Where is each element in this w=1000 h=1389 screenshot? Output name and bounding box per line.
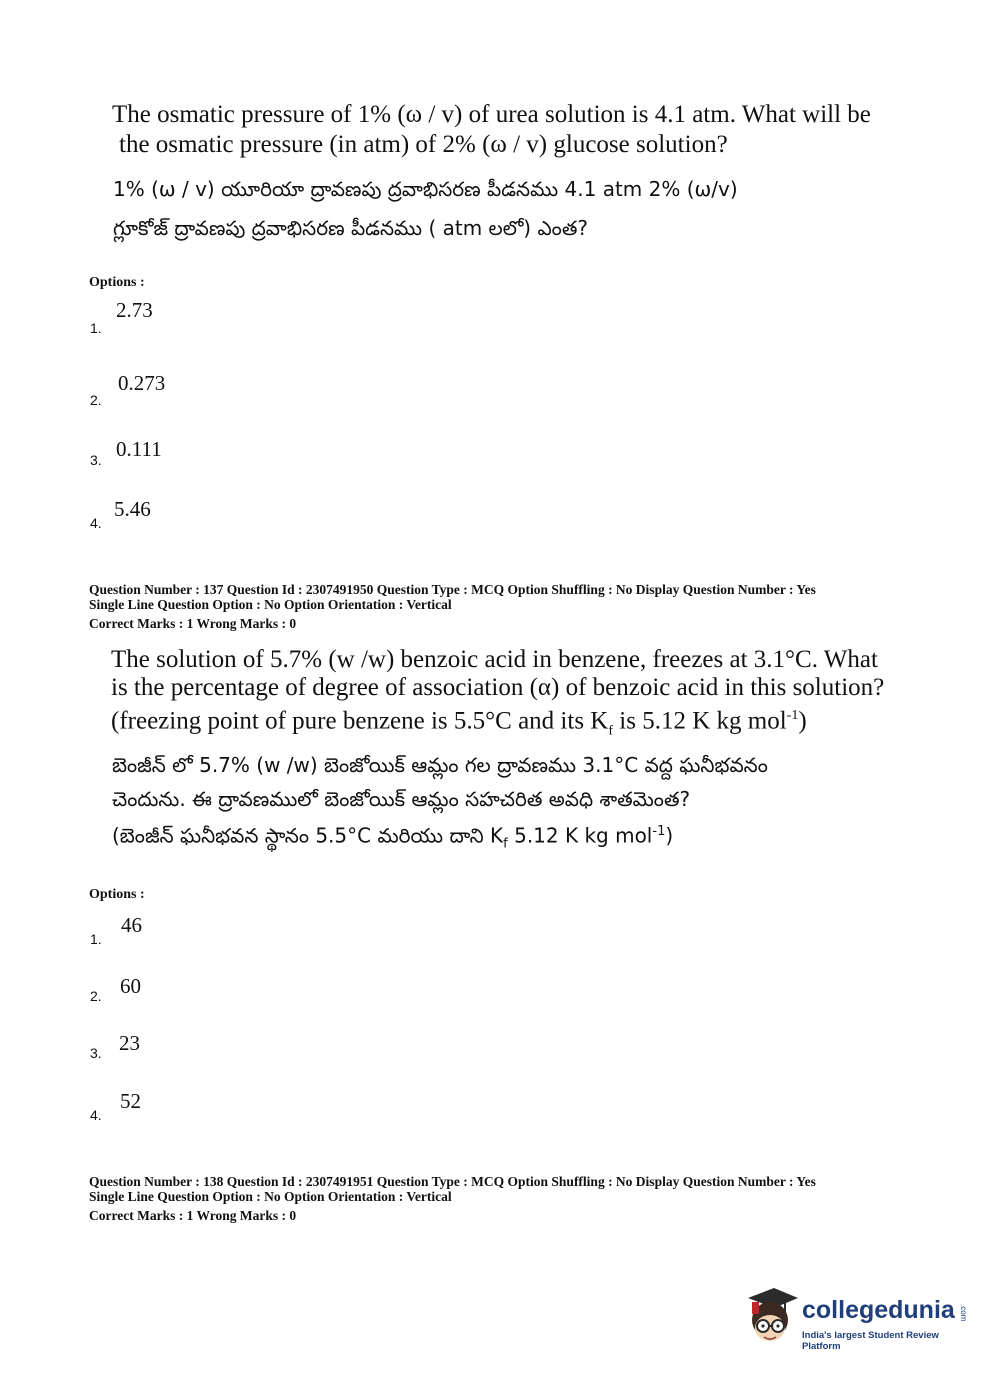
brand-com: .com [959,1304,968,1322]
option-value: 0.111 [116,437,162,461]
q2-english-line-1: The solution of 5.7% (w /w) benzoic acid in benzene, freezes at 3.1°C. What [111,646,878,673]
option-number: 1. [90,320,102,336]
option-value: 52 [120,1089,141,1113]
meta-138-line-2: Single Line Question Option : No Option Orientation : Vertical [89,1189,452,1204]
option-number: 2. [90,392,102,408]
meta-137-line-3: Correct Marks : 1 Wrong Marks : 0 [89,616,297,631]
meta-138-line-1: Question Number : 138 Question Id : 2307491951 Question Type : MCQ Option Shuffling : No Display Question Number : Yes [89,1174,816,1189]
q1-telugu-line-2: గ్లూకోజ్ ద్రావణపు ద్రవాభిసరణ పీడనము ( atm లలో) ఎంత? [113,216,589,240]
q2-english-line-2: is the percentage of degree of association (α) of benzoic acid in this solution? [111,674,885,701]
q2-option-3[interactable] [89,1031,289,1071]
q1-option-4[interactable] [89,497,289,537]
q1-option-2[interactable] [89,371,289,411]
option-value: 23 [119,1031,140,1055]
q1-telugu-line-1: 1% (ω / v) యూరియా ద్రావణపు ద్రవాభిసరణ పీడనము 4.1 atm 2% (ω/v) [113,177,738,201]
option-value: 46 [121,913,142,937]
q1-option-1[interactable] [89,298,289,338]
option-value: 5.46 [114,497,151,521]
q2-telugu-line-2: చెందును. ఈ ద్రావణములో బెంజోయిక్ ఆమ్లం సహచరిత అవధి శాతమెంత? [112,787,691,811]
q1-option-3[interactable] [89,437,289,477]
option-value: 60 [120,974,141,998]
q2-options-label: Options : [89,887,145,902]
q2-option-2[interactable] [89,974,289,1014]
q1-options-label: Options : [89,275,145,290]
option-number: 1. [90,931,102,947]
q1-english-line-2: the osmatic pressure (in atm) of 2% (ω / v) glucose solution? [119,131,728,158]
q2-option-4[interactable] [89,1089,289,1129]
meta-137-line-1: Question Number : 137 Question Id : 2307491950 Question Type : MCQ Option Shuffling : No Display Question Number : Yes [89,582,816,597]
option-number: 4. [90,515,102,531]
meta-137-line-2: Single Line Question Option : No Option Orientation : Vertical [89,597,452,612]
meta-138-line-3: Correct Marks : 1 Wrong Marks : 0 [89,1208,297,1223]
mascot-icon [740,1282,802,1354]
collegedunia-logo [740,1282,980,1357]
option-number: 3. [90,452,102,468]
option-value: 2.73 [116,298,153,322]
q2-english-line-3: (freezing point of pure benzene is 5.5°C and its $K_f$ is 5.12 K kg mol$^{-1}$) [111,707,807,739]
brand-name: collegedunia [802,1296,955,1324]
option-number: 2. [90,988,102,1004]
q2-telugu-line-1: బెంజీన్ లో 5.7% (w /w) బెంజోయిక్ ఆమ్లం గల ద్రావణము 3.1°C వద్ద ఘనీభవనం [112,753,768,777]
q2-option-1[interactable] [89,913,289,953]
q1-english-line-1: The osmatic pressure of 1% (ω / v) of urea solution is 4.1 atm. What will be [112,101,871,128]
option-number: 3. [90,1045,102,1061]
option-value: 0.273 [118,371,166,395]
brand-tagline: India's largest Student Review Platform [802,1330,939,1352]
option-number: 4. [90,1107,102,1123]
q2-telugu-line-3: (బెంజీన్ ఘనీభవన స్థానం 5.5°C మరియు దాని $K_f$ 5.12 K kg mol$^{-1}$) [112,823,674,852]
